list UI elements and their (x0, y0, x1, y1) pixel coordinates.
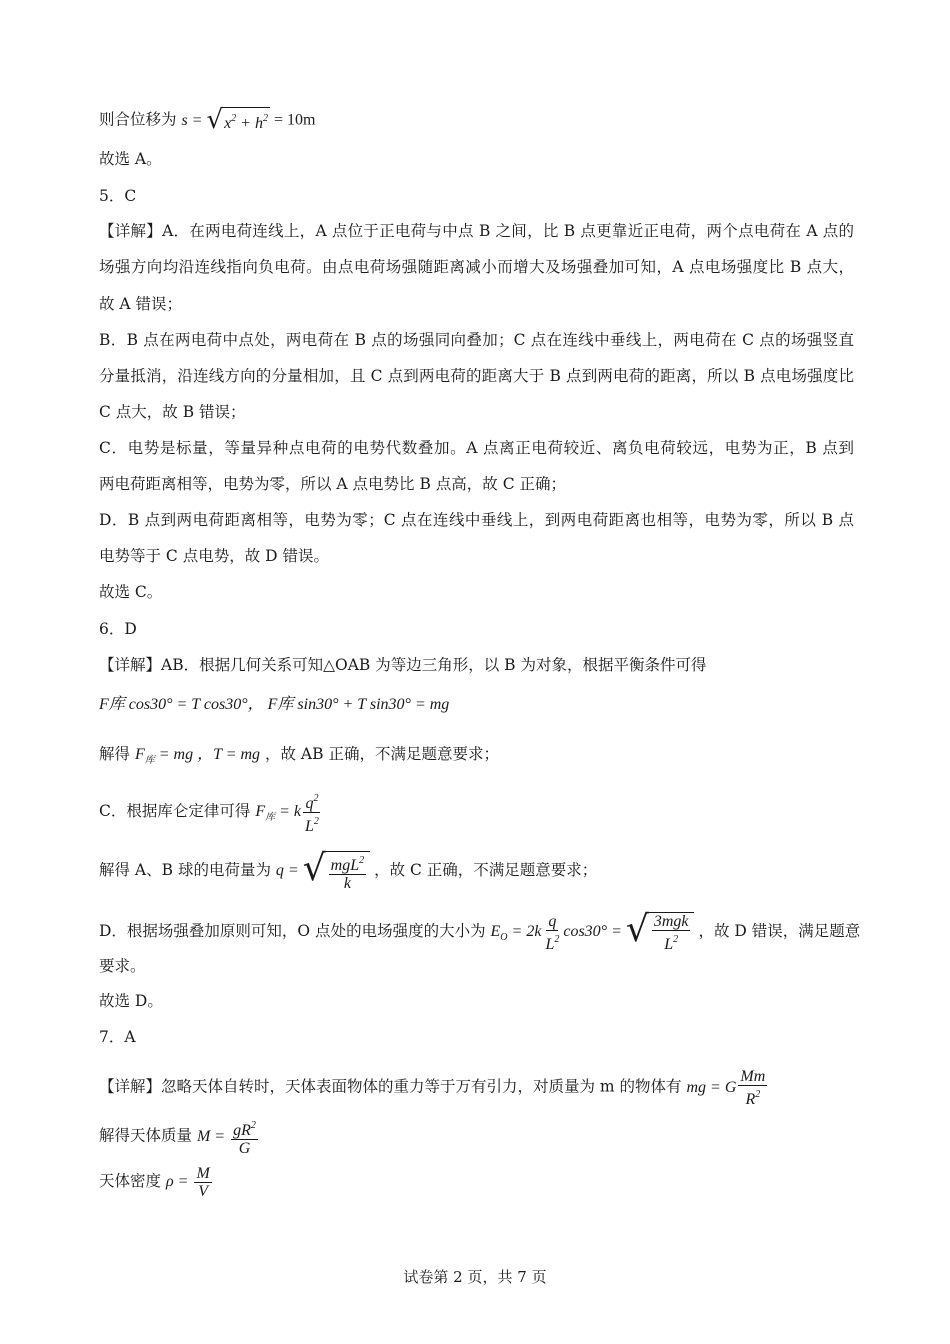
q5-option-d-line2: 电势等于 C 点电势，故 D 错误。 (99, 547, 329, 565)
q6-solution-1: 解得 $F_库$ = mg ，T = mg ，故 AB 正确，不满足题意要求； (99, 745, 499, 766)
q7-mass: 解得天体质量 M = $\frac{gR^2}{G}$ (99, 1117, 854, 1157)
answer-choice-a: 故选 A。 (99, 150, 162, 168)
q5-option-a-line3: 故 A 错误； (99, 295, 183, 313)
q7-detail: 【详解】忽略天体自转时，天体表面物体的重力等于万有引力，对质量为 m 的物体有 mg = G $\frac{Mm}{R^2}$ (99, 1068, 854, 1108)
q6-option-c: C．根据库仑定律可得 $F_库 = k$ $\frac{q^2}{L^2}$ (99, 790, 854, 835)
q5-option-c-line1: C．电势是标量，等量异种点电荷的电势代数叠加。A 点离正电荷较近、离负电荷较远，电势为正，B 点到 (99, 439, 854, 457)
q5-option-b-line1: B．B 点在两电荷中点处，两电荷在 B 点的场强同向叠加；C 点在连线中垂线上，两电荷在 C 点的场强竖直 (99, 331, 854, 349)
q6-option-d: D．根据场强叠加原则可知，O 点处的电场强度的大小为 $E_O = 2k$ $\frac{q}{L^2}$ cos30° = √ $\frac{\text{3mgk}}{L^2}$ ，故 D 错误，满足题意 (99, 909, 861, 953)
q5-option-b-line2: 分量抵消，沿连线方向的分量相加，且 C 点到两电荷的距离大于 B 点到两电荷的距离，所以 B 点电场强度比 (99, 367, 854, 385)
q5-option-c-line2: 两电荷距离相等，电势为零，所以 A 点电势比 B 点高，故 C 正确； (99, 475, 567, 493)
formula-force-tension: $F_库$ = mg ，T = mg (134, 746, 261, 766)
q6-equilibrium-equations: F库 cos30° = T cos30°， F库 sin30° + T sin30° = mg (99, 696, 450, 713)
q6-answer: 故选 D。 (99, 992, 163, 1010)
q6-charge-solution: 解得 A、B 球的电荷量为 q = √ $\frac{mgL^2}{k}$ ，故 C 正确，不满足题意要求； (99, 848, 598, 892)
formula-coulomb: $F_库 = k$ $\frac{q^2}{L^2}$ (255, 803, 323, 820)
formula-displacement: s = √ $x^2 + h^2$ (181, 105, 268, 135)
q6-option-ab: 【详解】AB．根据几何关系可知△OAB 为等边三角形，以 B 为对象，根据平衡条件可得 (99, 656, 707, 674)
q5-answer: 故选 C。 (99, 583, 163, 601)
formula-density: ρ = $\frac{M}{V}$ (165, 1165, 210, 1200)
question-7-header: 7．A (99, 1028, 136, 1046)
formula-charge: q = √ $\frac{mgL^2}{k}$ (276, 862, 374, 879)
question-6-header: 6．D (99, 620, 137, 638)
q5-option-b-line3: C 点大，故 B 错误； (99, 403, 246, 421)
formula-mass: M = $\frac{gR^2}{G}$ (197, 1128, 260, 1145)
page-footer: 试卷第 2 页，共 7 页 (403, 1268, 547, 1286)
q6-option-d-line2: 要求。 (99, 957, 146, 975)
q5-option-a-line1: 【详解】A．在两电荷连线上，A 点位于正电荷与中点 B 之间，比 B 点更靠近正电荷，两个点电荷在 A 点的 (99, 222, 854, 240)
q7-density: 天体密度 ρ = $\frac{M}{V}$ (99, 1165, 854, 1200)
question-5-header: 5．C (99, 187, 137, 205)
q5-option-a-line2: 场强方向均沿连线指向负电荷。由点电荷场强随距离减小而增大及场强叠加可知，A 点电场强度比 B 点大， (99, 258, 854, 276)
formula-gravity: mg = G $\frac{Mm}{R^2}$ (686, 1068, 766, 1108)
q5-option-d-line1: D．B 点到两电荷距离相等，电势为零；C 点在连线中垂线上，到两电荷距离也相等，电势为零，所以 B 点 (99, 511, 854, 529)
line-resultant-displacement: 则合位移为 s = √ $x^2 + h^2$ = 10m (99, 105, 316, 135)
formula-field-strength: $E_O = 2k$ $\frac{q}{L^2}$ cos30° = √ $\frac{\text{3mgk}}{L^2}$ (491, 923, 699, 940)
